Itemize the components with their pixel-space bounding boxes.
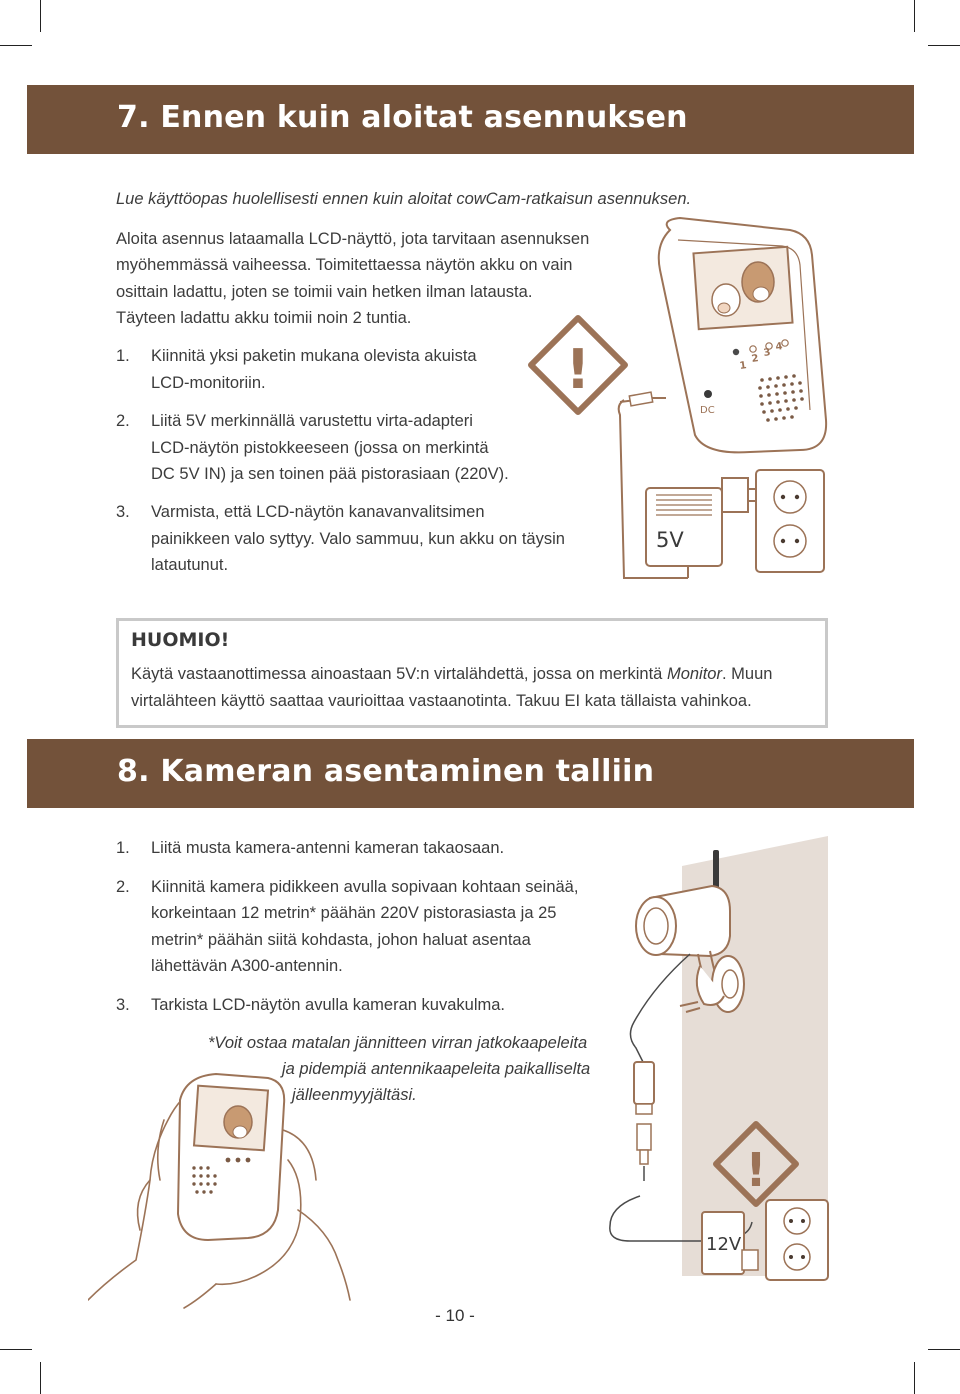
step-text: Liitä musta kamera-antenni kameran takaosaan.: [151, 839, 505, 857]
step-text: Liitä 5V merkinnällä varustettu virta-adapteri: [151, 412, 473, 430]
section8-banner: [27, 739, 914, 808]
adapter-5v-label: 5V: [656, 528, 684, 552]
step-text: LCD-näytön pistokkeeseen (jossa on merkintä: [151, 439, 489, 457]
step-text: lähettävän A300-antennin.: [151, 957, 343, 975]
footnote-line: *Voit ostaa matalan jännitteen virran jatkokaapeleita: [208, 1034, 588, 1052]
svg-text:!: !: [565, 338, 591, 401]
note-title: HUOMIO!: [131, 629, 230, 651]
step-number: 2.: [116, 878, 130, 896]
wall-socket-icon: [756, 470, 824, 572]
warning-icon: [531, 318, 625, 412]
step-number: 1.: [116, 347, 130, 365]
wall-socket-icon: [766, 1200, 828, 1280]
section7-banner: [27, 85, 914, 154]
intro-line: Aloita asennus lataamalla LCD-näyttö, jota tarvitaan asennuksen: [116, 230, 590, 248]
step-text: Tarkista LCD-näytön avulla kameran kuvakulma.: [151, 996, 505, 1014]
note-text: Käytä vastaanottimessa ainoastaan 5V:n virtalähdettä, jossa on merkintä: [131, 665, 667, 683]
crop-mark: [40, 0, 41, 32]
step-text: DC 5V IN) ja sen toinen pää pistorasiaan (220V).: [151, 465, 509, 483]
footnote-line: ja pidempiä antennikaapeleita paikalliselta: [282, 1060, 591, 1078]
step-text: painikkeen valo syttyy. Valo sammuu, kun akku on täysin: [151, 530, 565, 548]
crop-mark: [40, 1362, 41, 1394]
intro-line: osittain ladattu, joten se toimii vain hetken ilman latausta.: [116, 283, 533, 301]
footnote-line: jälleenmyyjältäsi.: [292, 1086, 417, 1104]
step-number: 2.: [116, 412, 130, 430]
step-text: latautunut.: [151, 556, 229, 574]
svg-text:!: !: [745, 1143, 767, 1197]
step-number: 3.: [116, 996, 130, 1014]
dc-label: DC: [700, 405, 715, 416]
note-text: . Muun: [721, 665, 773, 683]
warning-note: [116, 618, 828, 728]
crop-mark: [928, 45, 960, 46]
step-text: Varmista, että LCD-näytön kanavanvalitsimen: [151, 503, 485, 521]
step-text: LCD-monitoriin.: [151, 374, 266, 392]
adapter-5v-icon: [646, 478, 756, 566]
channel-2-label: 2: [750, 353, 760, 365]
note-text: virtalähteen käyttö saattaa vaurioittaa vastaanotinta. Takuu EI kata tällaista vahinkoa.: [131, 691, 752, 710]
step-text: Kiinnitä kamera pidikkeen avulla sopivaan kohtaan seinää,: [151, 878, 579, 896]
section7-title: 7. Ennen kuin aloitat asennuksen: [117, 100, 688, 135]
step-text: Kiinnitä yksi paketin mukana olevista akuista: [151, 347, 477, 365]
adapter-12v-label: 12V: [706, 1234, 742, 1255]
crop-mark: [928, 1349, 960, 1350]
handheld-monitor-icon: [178, 1074, 284, 1240]
crop-mark: [0, 1349, 32, 1350]
section8-title: 8. Kameran asentaminen talliin: [117, 754, 655, 789]
step-number: 1.: [116, 839, 130, 857]
note-monitor-text: Monitor: [666, 665, 722, 683]
crop-mark: [0, 45, 32, 46]
lcd-monitor-icon: [659, 218, 826, 452]
step-text: metrin* päähän siitä kohdasta, johon haluat asentaa: [151, 931, 531, 949]
intro-line: myöhemmässä vaiheessa. Toimitettaessa näytön akku on vain: [116, 256, 573, 274]
camera-wall-illustration: [590, 836, 840, 1286]
crop-mark: [914, 0, 915, 32]
crop-mark: [914, 1362, 915, 1394]
cable-connector-icon: [634, 1062, 654, 1164]
channel-1-label: 1: [738, 360, 748, 372]
channel-3-label: 3: [762, 347, 772, 359]
note-body: [131, 661, 821, 714]
lcd-monitor-illustration: [520, 210, 840, 590]
step-number: 3.: [116, 503, 130, 521]
section7-intro-italic: Lue käyttöopas huolellisesti ennen kuin aloitat cowCam-ratkaisun asennuksen.: [116, 190, 692, 208]
intro-line: Täyteen ladattu akku toimii noin 2 tuntia.: [116, 309, 412, 327]
step-text: korkeintaan 12 metrin* päähän 220V pistorasiasta ja 25: [151, 904, 557, 922]
hand-holding-monitor-illustration: [88, 1060, 358, 1310]
channel-4-label: 4: [774, 341, 784, 353]
page-number: - 10 -: [435, 1306, 475, 1325]
